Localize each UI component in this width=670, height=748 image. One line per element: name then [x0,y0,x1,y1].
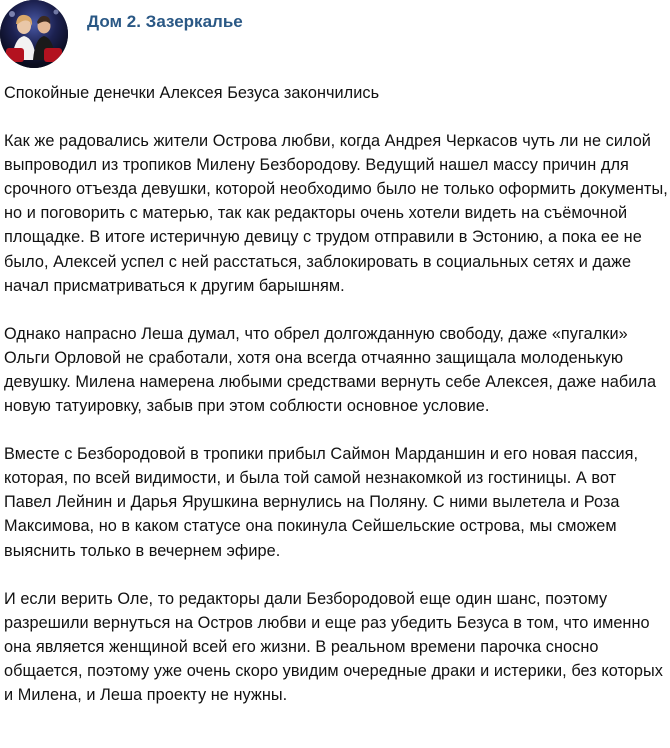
channel-avatar[interactable] [0,0,68,68]
post-title: Спокойные денечки Алексея Безуса закончились [4,84,380,102]
post-body [4,81,668,731]
post-paragraph-2: Однако напрасно Леша думал, что обрел долгожданную свободу, даже «пугалки» Ольги Орловой не сработали, хотя она всегда отчаянно защищала молоденькую девушку. Милена намерена любыми средствами вернуть себе Алексея, даже набила новую татуировку, забыв при этом соблюсти основное условие. [4,324,657,416]
post-paragraph-1: Как же радовались жители Острова любви, когда Андрея Черкасов чуть ли не силой выпроводил из тропиков Милену Безбородову. Ведущий нашел массу причин для срочного отъезда девушки, которой необходимо было не только оформить документы, но и поговорить с матерью, так как редакторы очень хотели видеть на съёмочной площадке. В итоге истеричную девицу с трудом отправили в Эстонию, а пока ее не было, Алексей успел с ней расстаться, заблокировать в социальных сетях и даже начал присматриваться к другим барышням. [4,132,668,295]
post-paragraph-4: И если верить Оле, то редакторы дали Безбородовой еще один шанс, поэтому разрешили вернуться на Остров любви и еще раз убедить Безуса в том, что именно она является женщиной всей его жизни. В реальном времени парочка сносно общается, поэтому уже очень скоро увидим очередные драки и истерики, без которых и Милена, и Леша проекту не нужны. [4,589,663,704]
post-header [0,0,670,80]
channel-name-link[interactable]: Дом 2. Зазеркалье [87,12,243,31]
avatar-image [0,0,68,68]
post-paragraph-3: Вместе с Безбородовой в тропики прибыл Саймон Марданшин и его новая пассия, которая, по всей видимости, и была той самой незнакомкой из гостиницы. А вот Павел Лейнин и Дарья Ярушкина вернулись на Поляну. С ними вылетела и Роза Максимова, но в каком статусе она покинула Сейшельские острова, мы сможем выяснить только в вечернем эфире. [4,445,639,560]
